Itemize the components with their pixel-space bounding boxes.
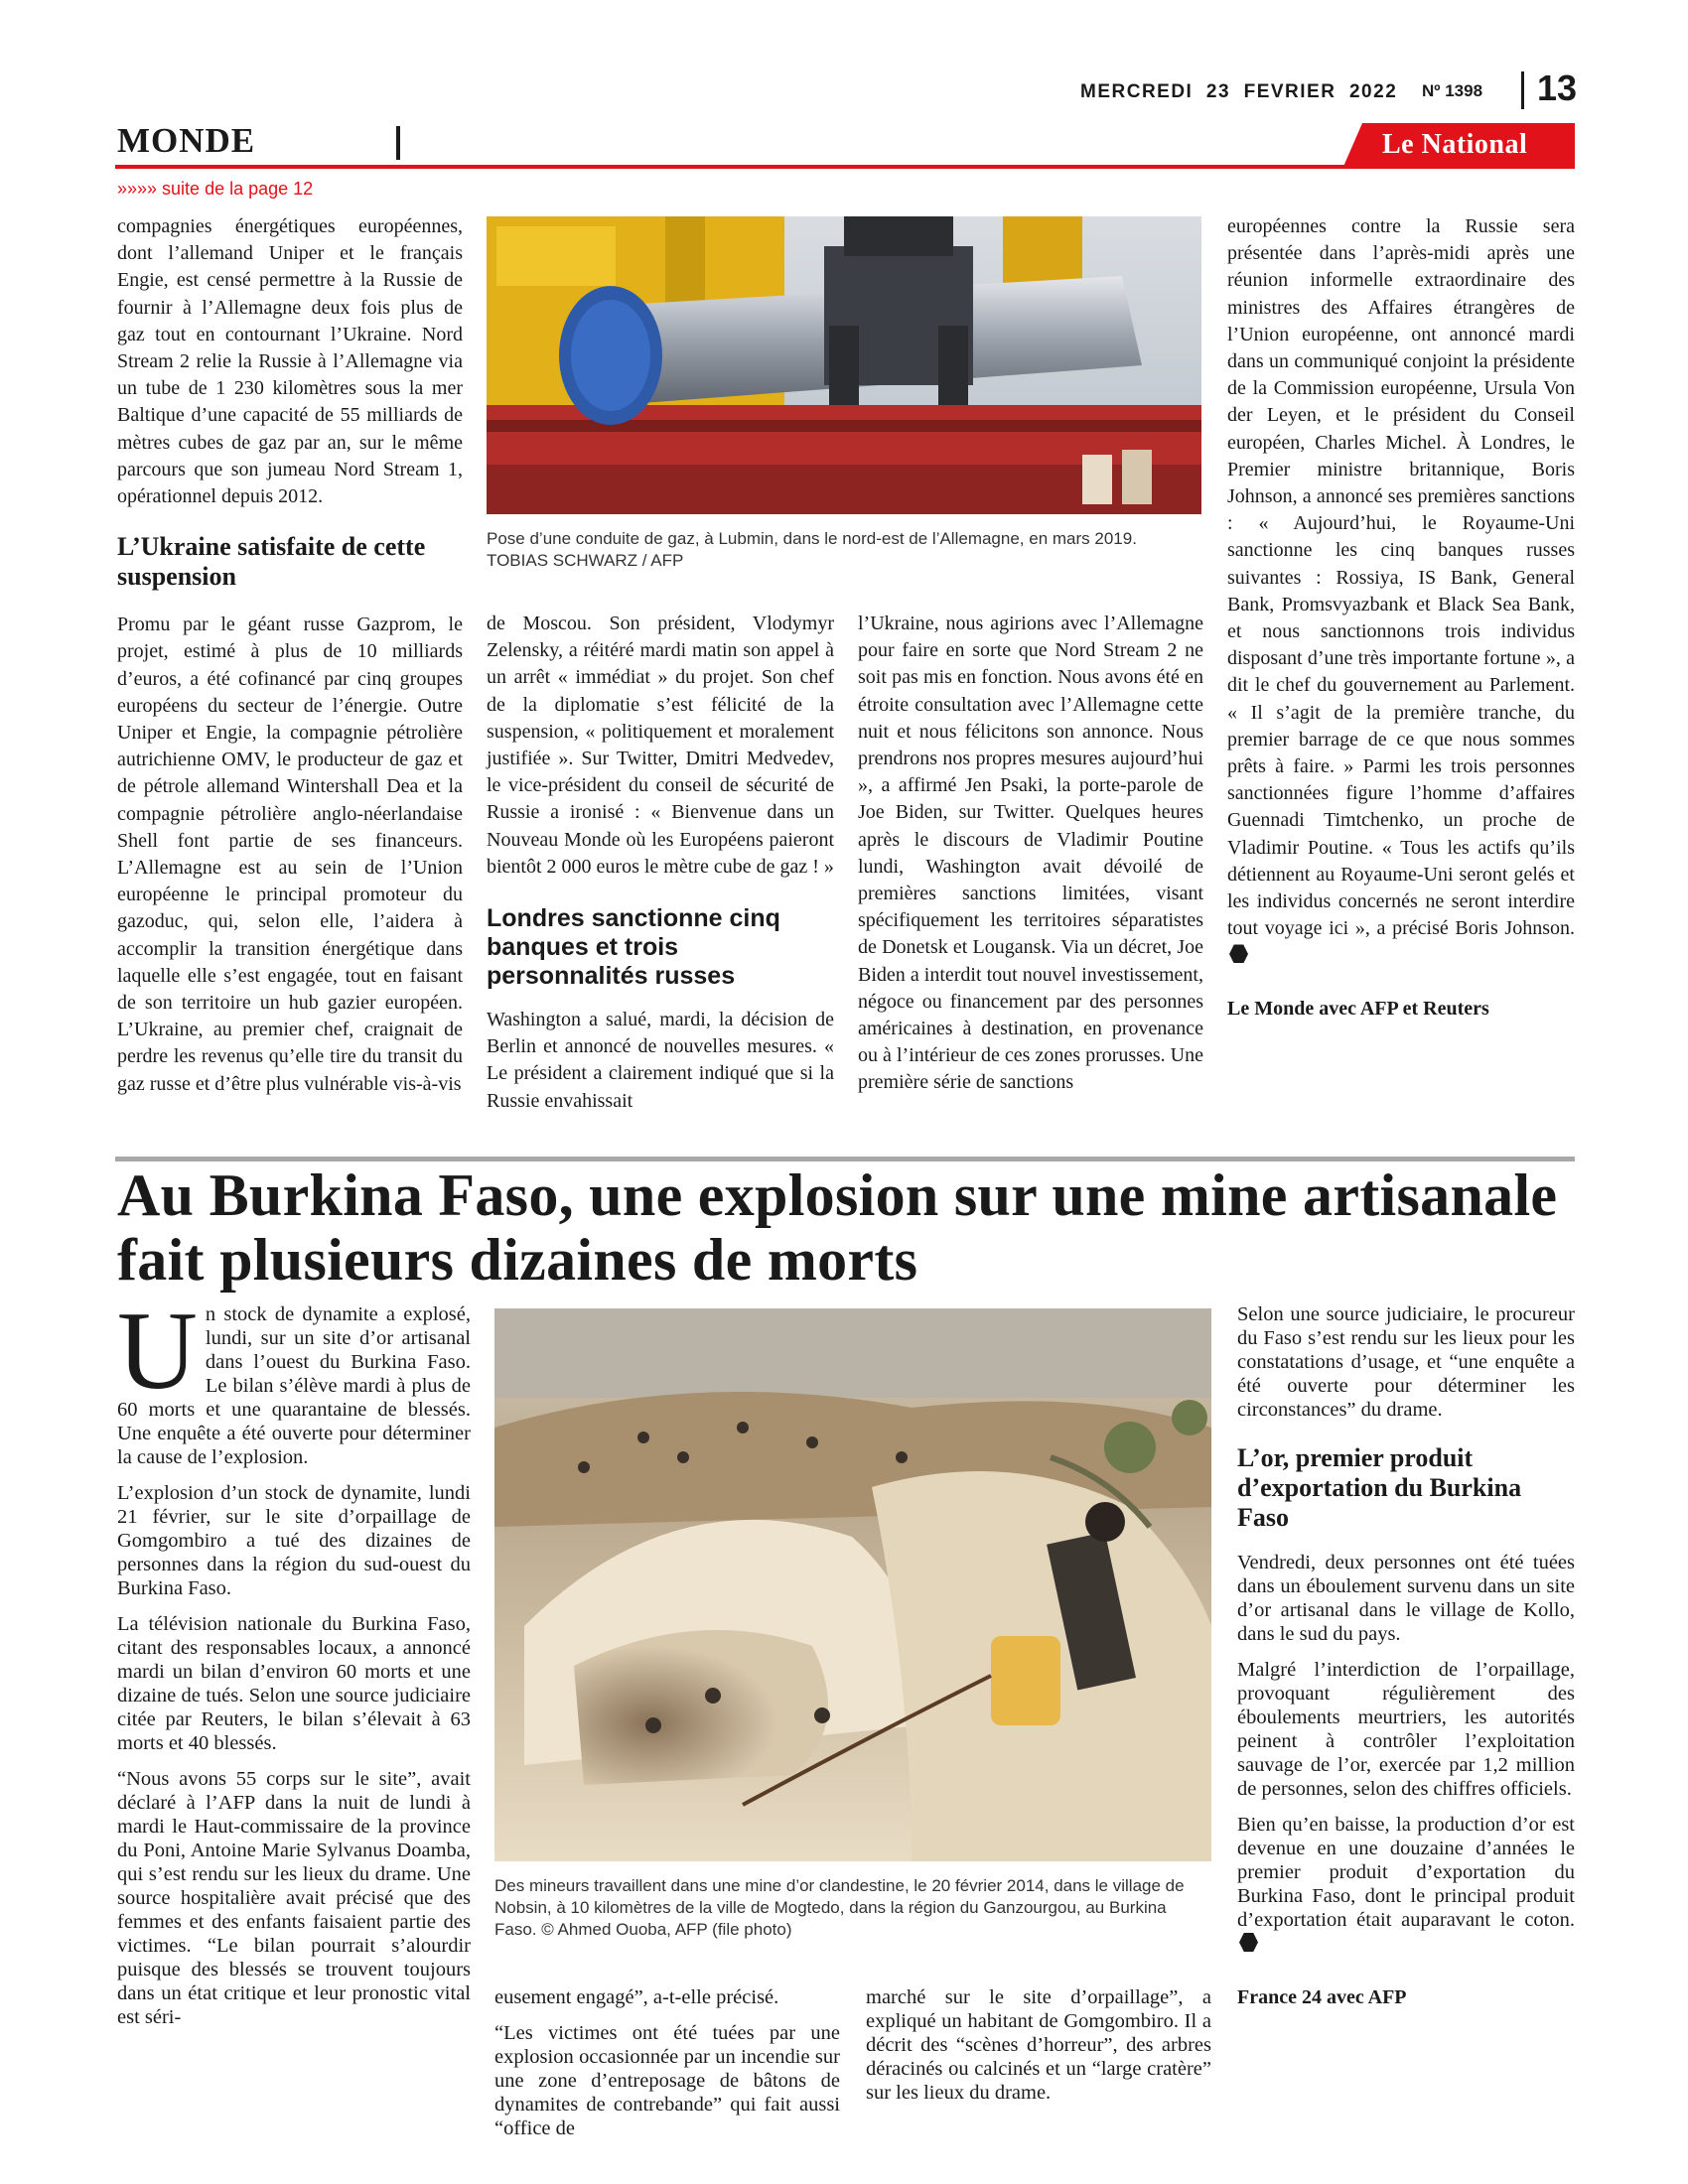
article1-paragraph: Promu par le géant russe Gazprom, le projet, estimé à plus de 10 milliards d’euros, a été cofinancé par cinq groupes européens du secteur de l’énergie. Outre Uniper et Engie, la compagnie pétrolière autrichienne OMV, le producteur de gaz et de pétrole allemand Wintershall Dea et la compagnie pétrolière anglo-néerlandaise Shell font partie de ses financeurs. L’Allemagne est au sein de l’Union européenne le principal promoteur du gazoduc, qui, selon elle, l’aidera à accomplir la transition énergétique dans laquelle elle s’est engagée, tout en faisant de son territoire un hub gazier européen. L’Ukraine, au premier chef, craignait de perdre les revenus qu’elle tire du transit du gaz russe et d’être plus vulnérable vis-à-vis	[117, 614, 463, 1095]
article2-paragraph: Selon une source judiciaire, le procureur du Faso s’est rendu sur les lieux pour les constatations d’usage, et “une enquête a été ouverte pour déterminer les circonstances” du drame.	[1237, 1303, 1575, 1421]
article1-column-2	[487, 611, 834, 1115]
article1-column-1	[117, 213, 463, 1098]
gas-pipe-photo	[487, 216, 1201, 514]
issue-number: Nº 1398	[1422, 81, 1483, 100]
article2-last-paragraph-text: Bien qu’en baisse, la production d’or est devenue en une douzaine d’années le premier produit d’exportation du Burkina Faso, dont le principal produit d’exportation était auparavant le coton.	[1237, 1814, 1575, 1931]
article2-paragraph	[1237, 1813, 1575, 1956]
article1-paragraph: compagnies énergétiques européennes, dont l’allemand Uniper et le français Engie, est censé permettre à la Russie de fournir à l’Allemagne deux fois plus de gaz tout en contournant l’Ukraine. Nord Stream 2 relie la Russie à l’Allemagne via un tube de 1 230 kilomètres sous la mer Baltique d’une capacité de 55 milliards de mètres cubes de gaz par an, sur le même parcours que son jumeau Nord Stream 1, opérationnel depuis 2012.	[117, 215, 463, 508]
end-of-article-icon	[1229, 944, 1248, 963]
gas-pipe-photo-credit: TOBIAS SCHWARZ / AFP	[487, 551, 684, 570]
end-of-article-icon	[1239, 1933, 1258, 1952]
article1-paragraph	[1227, 213, 1575, 970]
article2-lead-text: n stock de dynamite a explosé, lundi, sur un site d’or artisanal dans l’ouest du Burkina Faso. Le bilan s’élève mardi à plus de 60 morts et une quarantaine de blessés. Une enquête a été ouverte pour déterminer la cause de l’explosion.	[117, 1303, 471, 1468]
page-number: 13	[1537, 68, 1578, 108]
article2-lead-paragraph	[117, 1290, 471, 1469]
article2-column-1	[117, 1290, 471, 2041]
drop-cap: U	[117, 1290, 198, 1413]
gold-mine-photo	[494, 1308, 1211, 1861]
article2-paragraph: La télévision nationale du Burkina Faso, citant des responsables locaux, a annoncé mardi un bilan d’environ 60 morts et une dizaine de tués. Selon une source judiciaire citée par Reuters, le bilan s’élevait à 63 morts et 40 blessés.	[117, 1613, 471, 1754]
gold-mine-caption: Des mineurs travaillent dans une mine d’or clandestine, le 20 février 2014, dans le village de Nobsin, à 10 kilomètres de la ville de Mogtedo, dans la région du Ganzourgou, au Burkina Faso. © Ahmed Ouoba, AFP (file photo)	[494, 1876, 1185, 1939]
article2-paragraph: “Les victimes ont été tuées par une explosion occasionnée par un incendie sur une zone d’entreposage de bâtons de dynamites de contrebande” qui fait aussi “office de	[494, 2022, 840, 2139]
article2-paragraph: “Nous avons 55 corps sur le site”, avait déclaré à l’AFP dans la nuit de lundi à mardi le Haut-commissaire de la province du Poni, Antoine Marie Sylvanus Doamba, qui s’est rendu sur les lieux du drame. Une source hospitalière avait précisé que des femmes et des enfants faisaient partie des victimes. “Le bilan pourrait s’alourdir puisque des blessés se trouvent toujours dans un état critique et leur pronostic vital est séri-	[117, 1768, 471, 2028]
article1-paragraph: de Moscou. Son président, Vlodymyr Zelensky, a réitéré mardi matin son appel à un arrêt « immédiat » du projet. Son chef de la diplomatie s’est félicité de la suspension, « politiquement et moralement justifiée ». Sur Twitter, Dmitri Medvedev, le vice-président du conseil de sécurité de Russie a ironisé : « Bienvenue dans un Nouveau Monde où les Européens paieront bientôt 2 000 euros le mètre cube de gaz ! »	[487, 613, 834, 878]
gas-pipe-caption-text: Pose d’une conduite de gaz, à Lubmin, dans le nord-est de l’Allemagne, en mars 2019.	[487, 529, 1137, 548]
article1-column-3	[858, 611, 1203, 1097]
header-divider	[1521, 71, 1524, 109]
section-divider	[396, 126, 400, 160]
article2-paragraph: L’explosion d’un stock de dynamite, lundi 21 février, sur le site d’orpaillage de Gomgombiro a tué des dizaines de personnes dans la région du sud-ouest du Burkina Faso.	[117, 1482, 471, 1599]
article2-paragraph: Malgré l’interdiction de l’orpaillage, provoquant régulièrement des éboulements meurtriers, les autorités peinent à contrôler l’exploitation sauvage de l’or, exercée par 1,2 million de personnes, selon des chiffres officiels.	[1237, 1659, 1575, 1800]
article2-paragraph: marché sur le site d’orpaillage”, a expliqué un habitant de Gomgombiro. Il a décrit des “scènes d’horreur”, des arbres déracinés ou calcinés et un “large cratère” sur les lieux du drame.	[866, 1986, 1211, 2104]
article2-paragraph: Vendredi, deux personnes ont été tuées dans un éboulement survenu dans un site d’or artisanal dans le village de Kollo, dans le sud du pays.	[1237, 1552, 1575, 1645]
continuation-note: »»»» suite de la page 12	[117, 179, 314, 199]
section-title: MONDE	[117, 121, 256, 160]
article2-column-4	[1237, 1302, 1575, 2009]
article-separator	[115, 1157, 1575, 1161]
article2-headline: Au Burkina Faso, une explosion sur une mine artisanale fait plusieurs dizaines de morts	[117, 1162, 1558, 1293]
article2-subhead-gold: L’or, premier produit d’exportation du Burkina Faso	[1237, 1443, 1522, 1532]
article1-signature: Le Monde avec AFP et Reuters	[1227, 997, 1489, 1020]
article1-last-paragraph-text: européennes contre la Russie sera présentée dans l’après-midi après une réunion informelle extraordinaire des ministres des Affaires étrangères de l’Union européenne, ont annoncé mardi dans un communiqué conjoint la présidente de la Commission européenne, Ursula Von der Leyen, et le président du Conseil européen, Charles Michel. À Londres, le Premier ministre britannique, Boris Johnson, a annoncé ses premières sanctions : « Aujourd’hui, le Royaume-Uni sanctionne les cinq banques russes suivantes : Rossiya, IS Bank, General Bank, Promsvyazbank et Black Sea Bank, et nous sanctionnons trois individus disposant d’une très importante fortune », a dit le chef du gouvernement au Parlement. « Il s’agit de la première tranche, du premier barrage de ce que nous sommes prêts à faire. » Parmi les trois personnes sanctionnées figure l’homme d’affaires Guennadi Timtchenko, un proche de Vladimir Poutine. « Tous les actifs qu’ils détiennent au Royaume-Uni seront gelés et les individus concernés ne seront interdire tout voyage ici », a précisé Boris Johnson.	[1227, 215, 1575, 940]
article2-signature: France 24 avec AFP	[1237, 1986, 1407, 2008]
issue-date: MERCREDI 23 FEVRIER 2022	[1080, 81, 1398, 102]
article2-column-3	[866, 1985, 1211, 2116]
gas-pipe-illustration	[487, 216, 1201, 514]
article1-column-4	[1227, 213, 1575, 1023]
article1-subhead-london: Londres sanctionne cinq banques et trois personnalités russes	[487, 904, 780, 991]
article2-paragraph: eusement engagé”, a-t-elle précisé.	[494, 1986, 779, 2008]
gas-pipe-caption	[487, 528, 1211, 572]
brand-name: Le National	[1382, 129, 1528, 160]
article1-paragraph: l’Ukraine, nous agirions avec l’Allemagne pour faire en sorte que Nord Stream 2 ne soit pas mis en fonction. Nous avons été en étroite consultation avec l’Allemagne cette nuit et nous félicitons son annonce. Nous prendrons nos propres mesures aujourd’hui », a affirmé Jen Psaki, la porte-parole de Joe Biden, sur Twitter. Quelques heures après le discours de Vladimir Poutine lundi, Washington avait dévoilé de premières sanctions limitées, visant spécifiquement les territoires séparatistes de Donetsk et Lougansk. Via un décret, Joe Biden a interdit tout nouvel investissement, négoce ou financement par des personnes américaines à destination, en provenance ou à l’intérieur de ces zones prorusses. Une première série de sanctions	[858, 613, 1203, 1094]
gold-mine-illustration	[494, 1308, 1211, 1861]
article1-subhead-ukraine: L’Ukraine satisfaite de cette suspension	[117, 532, 426, 592]
article2-column-2	[494, 1985, 840, 2152]
article1-paragraph: Washington a salué, mardi, la décision de Berlin et annoncé de nouvelles mesures. « Le président a clairement indiqué que si la Russie envahissait	[487, 1009, 834, 1112]
